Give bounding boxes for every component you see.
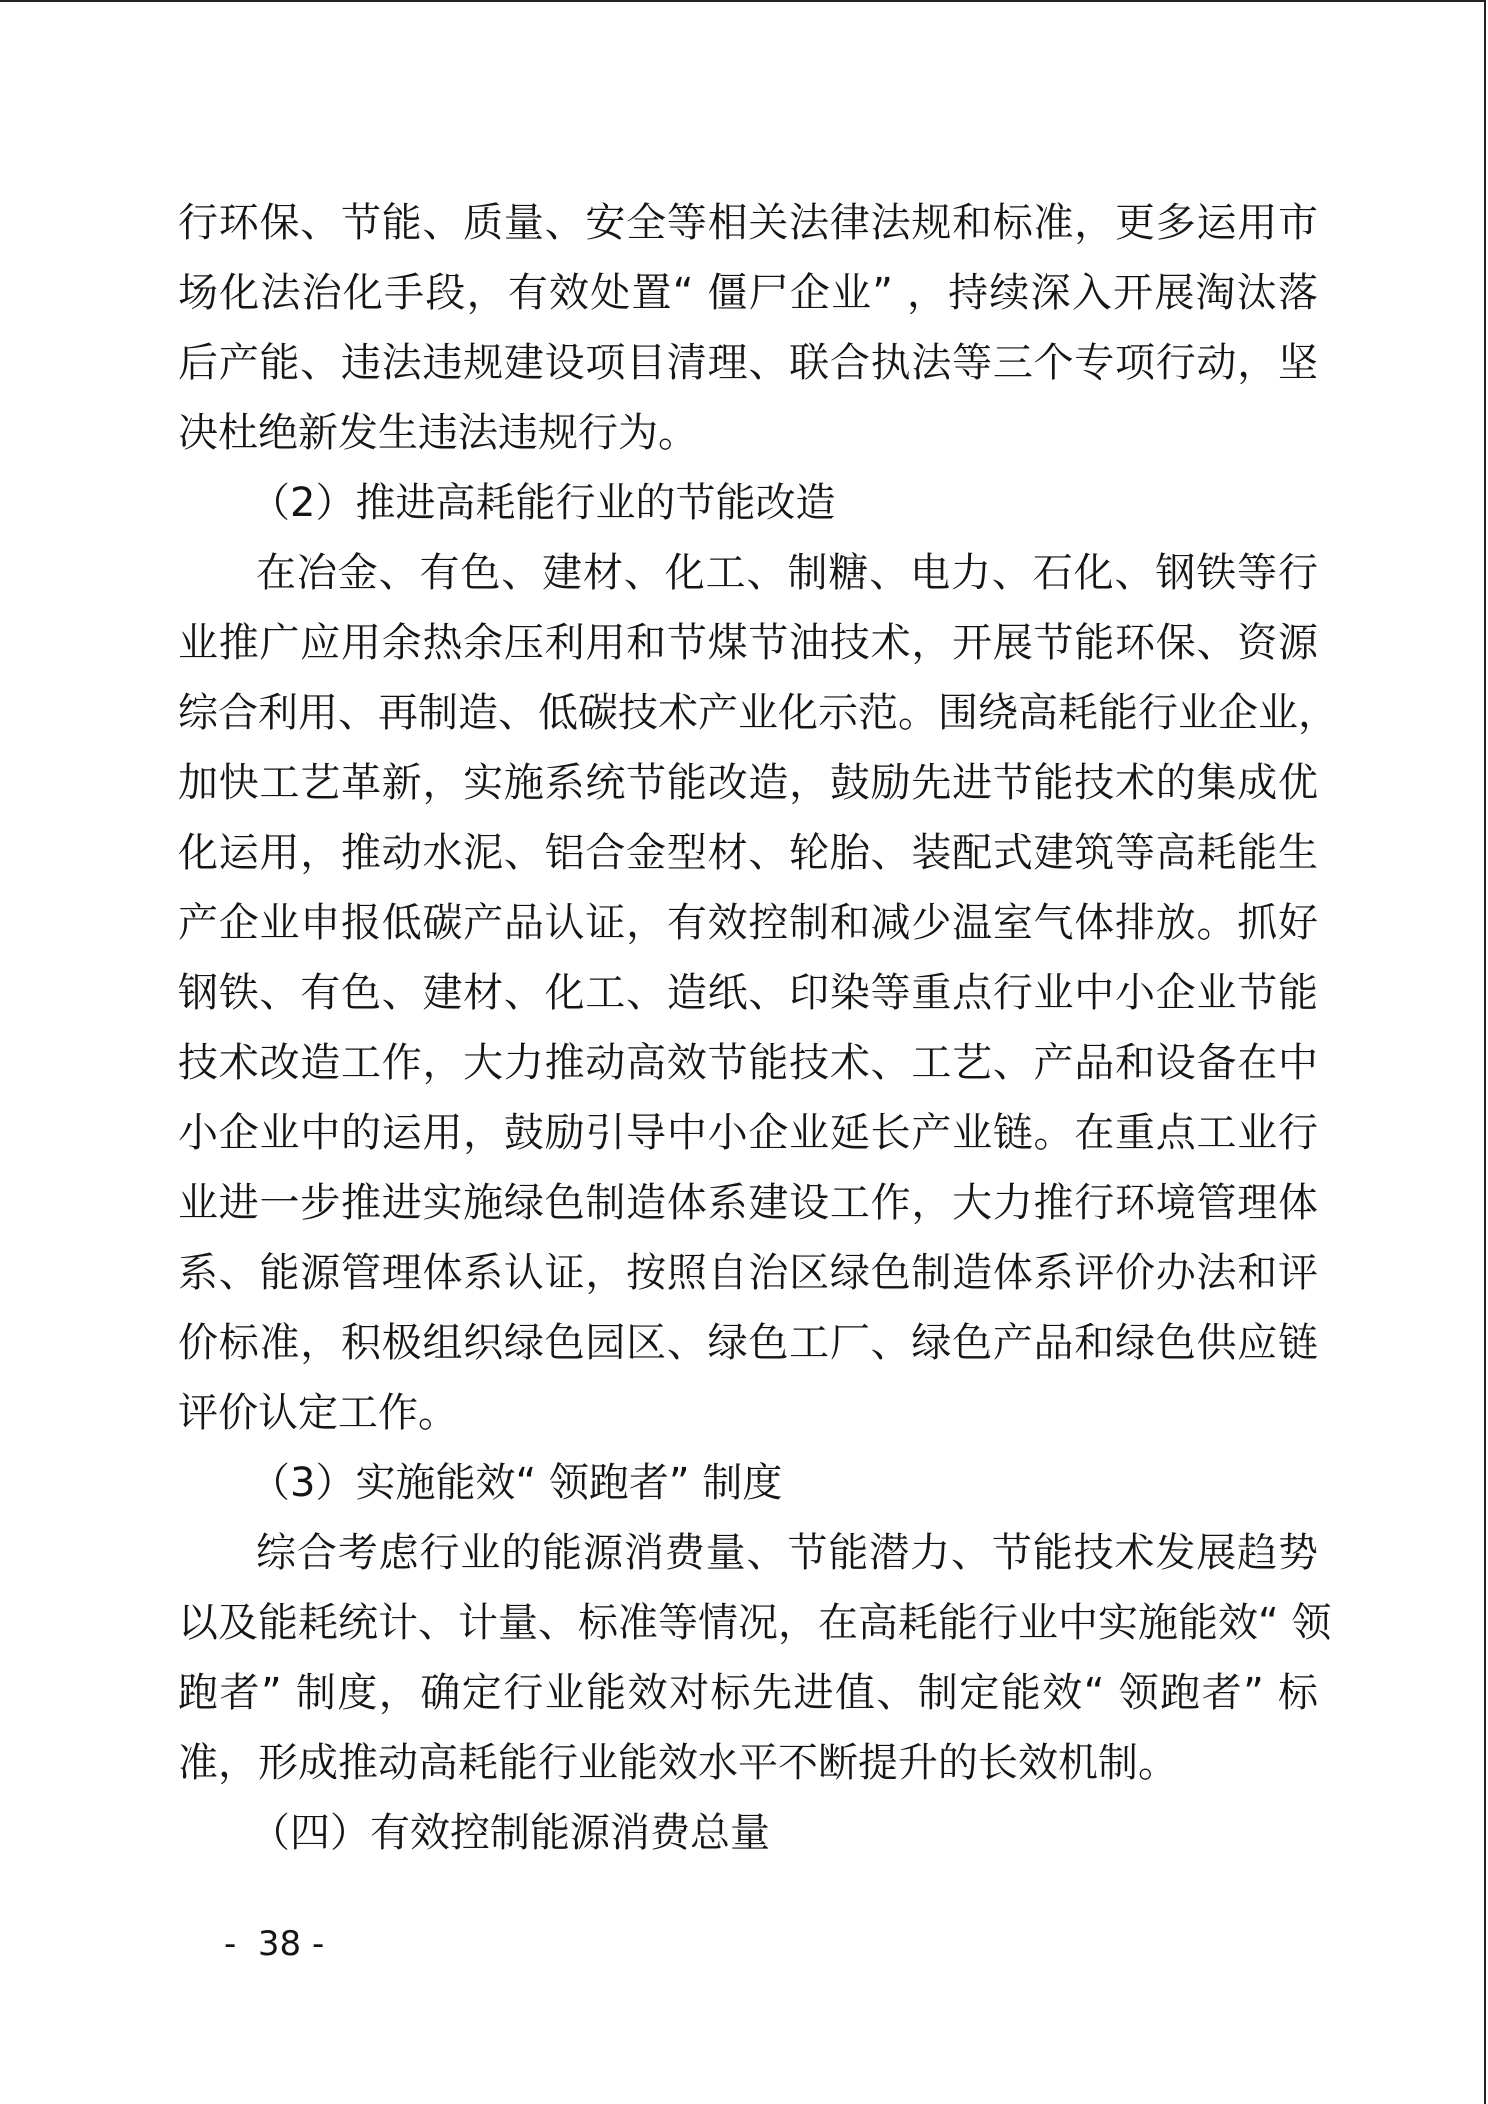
document-body xyxy=(178,188,1338,1868)
body-line: 业进一步推进实施绿色制造体系建设工作，大力推行环境管理体 xyxy=(178,1180,1318,1226)
body-line: 场化法治化手段，有效处置“ 僵尸企业” ，持续深入开展淘汰落 xyxy=(178,270,1318,316)
body-line: 加快工艺革新，实施系统节能改造，鼓励先进节能技术的集成优 xyxy=(178,760,1318,806)
body-line: 综合利用、再制造、低碳技术产业化示范。围绕高耗能行业企业， xyxy=(178,690,1338,736)
body-line: 业推广应用余热余压利用和节煤节油技术，开展节能环保、资源 xyxy=(178,620,1318,666)
body-line: 准，形成推动高耗能行业能效水平不断提升的长效机制。 xyxy=(178,1740,1178,1786)
body-line: 行环保、节能、质量、安全等相关法律法规和标准，更多运用市 xyxy=(178,200,1318,246)
body-line: 小企业中的运用，鼓励引导中小企业延长产业链。在重点工业行 xyxy=(178,1110,1318,1156)
body-line: 评价认定工作。 xyxy=(178,1390,458,1436)
body-line: 价标准，积极组织绿色园区、绿色工厂、绿色产品和绿色供应链 xyxy=(178,1320,1318,1366)
body-line: 跑者” 制度，确定行业能效对标先进值、制定能效“ 领跑者” 标 xyxy=(178,1670,1318,1716)
body-line: 钢铁、有色、建材、化工、造纸、印染等重点行业中小企业节能 xyxy=(178,970,1318,1016)
body-line: 决杜绝新发生违法违规行为。 xyxy=(178,410,698,456)
body-line: 系、能源管理体系认证，按照自治区绿色制造体系评价办法和评 xyxy=(178,1250,1318,1296)
section-heading: （2）推进高耗能行业的节能改造 xyxy=(250,480,836,526)
body-line: 技术改造工作，大力推动高效节能技术、工艺、产品和设备在中 xyxy=(178,1040,1318,1086)
section-heading: （四）有效控制能源消费总量 xyxy=(250,1810,770,1856)
section-heading: （3）实施能效“ 领跑者” 制度 xyxy=(250,1460,783,1506)
page-number: - 38 - xyxy=(224,1924,325,1964)
body-line: 综合考虑行业的能源消费量、节能潜力、节能技术发展趋势 xyxy=(256,1530,1318,1576)
body-line: 产企业申报低碳产品认证，有效控制和减少温室气体排放。抓好 xyxy=(178,900,1318,946)
body-line: 化运用，推动水泥、铝合金型材、轮胎、装配式建筑等高耗能生 xyxy=(178,830,1318,876)
body-line: 后产能、违法违规建设项目清理、联合执法等三个专项行动，坚 xyxy=(178,340,1318,386)
body-line: 以及能耗统计、计量、标准等情况，在高耗能行业中实施能效“ 领 xyxy=(178,1600,1332,1646)
body-line: 在冶金、有色、建材、化工、制糖、电力、石化、钢铁等行 xyxy=(256,550,1318,596)
